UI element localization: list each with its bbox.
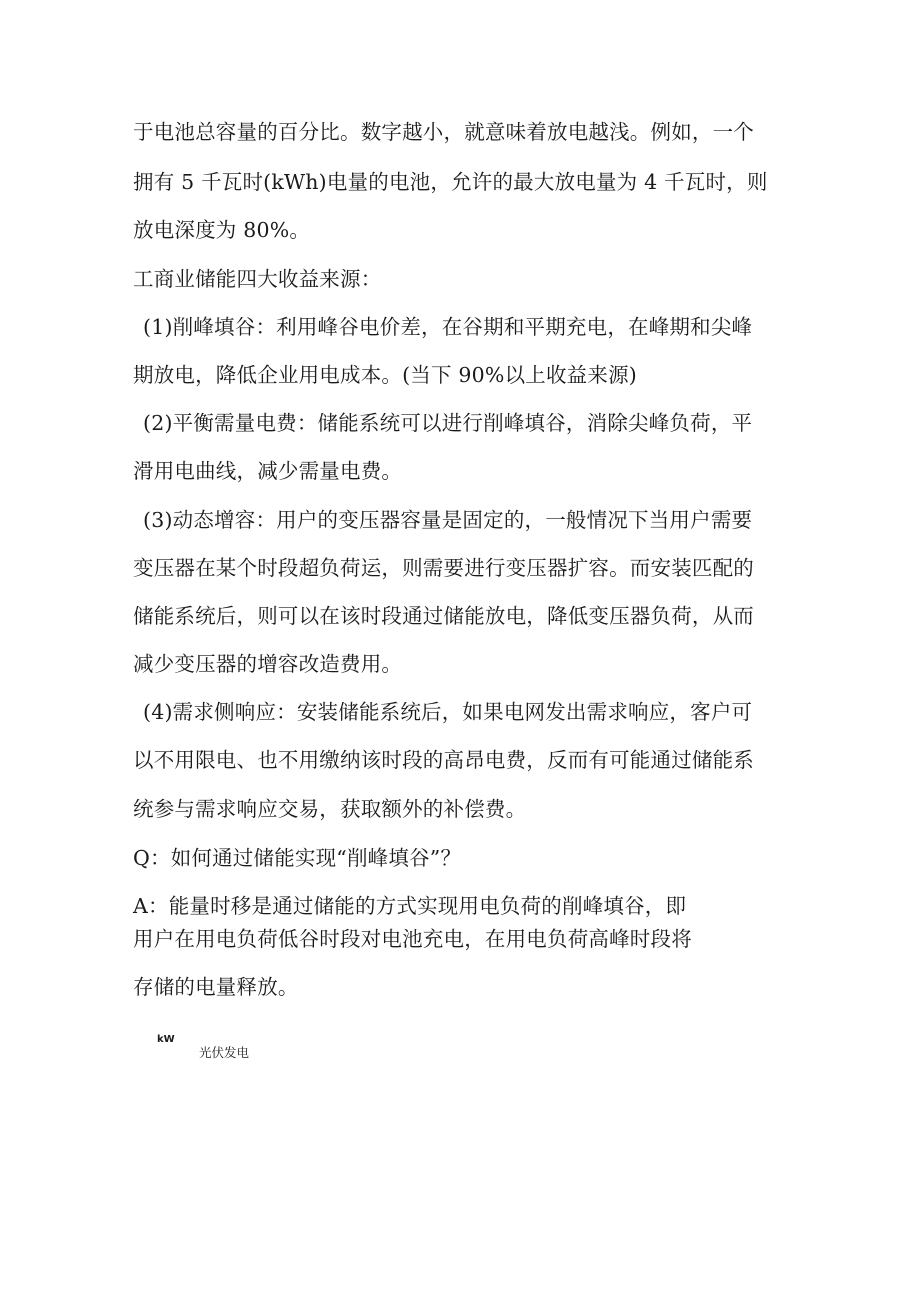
p0-line2: 放电深度为 80%。 — [133, 218, 311, 242]
chart-series-label: 光伏发电 — [199, 1045, 250, 1060]
p4-line3: 减少变压器的增容改造费用。 — [133, 652, 403, 676]
p0-line1: 拥有 5 千瓦时(kWh)电量的电池，允许的最大放电量为 4 千瓦时，则 — [133, 170, 768, 194]
p0-line0: 于电池总容量的百分比。数字越小，就意味着放电越浅。例如，一个 — [133, 120, 754, 144]
p2-line0: (1)削峰填谷：利用峰谷电价差，在谷期和平期充电，在峰期和尖峰 — [143, 315, 753, 339]
p3-line0: (2)平衡需量电费：储能系统可以进行削峰填谷，消除尖峰负荷，平 — [143, 411, 753, 435]
p7-line2: 存储的电量释放。 — [133, 975, 299, 999]
p7-line1: 用户在用电负荷低谷时段对电池充电，在用电负荷高峰时段将 — [133, 927, 692, 951]
p4-line2: 储能系统后，则可以在该时段通过储能放电，降低变压器负荷，从而 — [133, 604, 754, 628]
p4-line1: 变压器在某个时段超负荷运，则需要进行变压器扩容。而安装匹配的 — [133, 556, 754, 580]
p5-line0: (4)需求侧响应：安装储能系统后，如果电网发出需求响应，客户可 — [143, 700, 753, 724]
p1-line0: 工商业储能四大收益来源： — [133, 267, 382, 291]
p3-line1: 滑用电曲线，减少需量电费。 — [133, 459, 403, 483]
p5-line1: 以不用限电、也不用缴纳该时段的高昂电费，反而有可能通过储能系 — [133, 748, 754, 772]
p2-line1: 期放电，降低企业用电成本。(当下 90%以上收益来源) — [133, 363, 637, 387]
p6-line0: Q：如何通过储能实现“削峰填谷”？ — [133, 846, 462, 870]
p5-line2: 统参与需求响应交易，获取额外的补偿费。 — [133, 797, 527, 821]
chart-y-unit: kW — [157, 1034, 175, 1045]
p7-line0: A：能量时移是通过储能的方式实现用电负荷的削峰填谷，即 — [133, 894, 687, 918]
p4-line0: (3)动态增容：用户的变压器容量是固定的，一般情况下当用户需要 — [143, 508, 753, 532]
